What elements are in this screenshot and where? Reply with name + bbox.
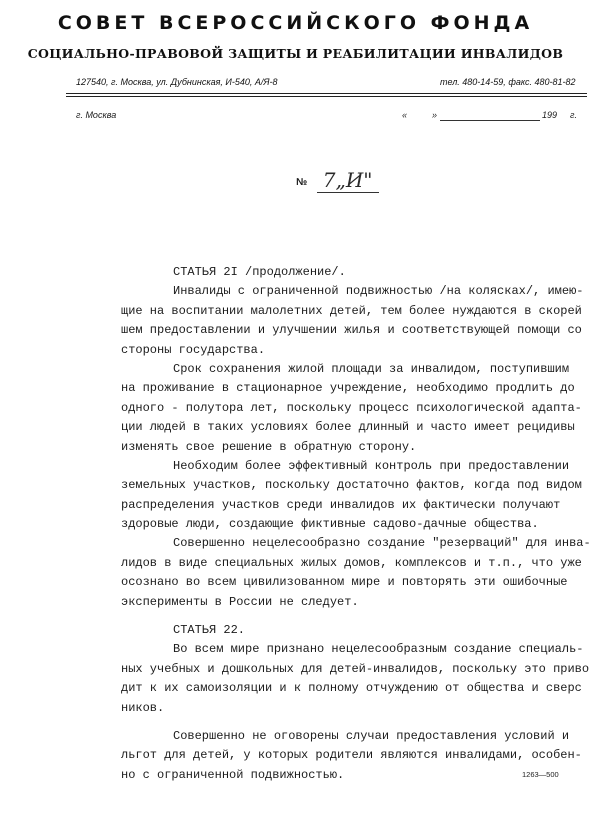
- letterhead-phones: тел. 480-14-59, факс. 480-81-82: [440, 77, 576, 87]
- body-text: [121, 263, 591, 785]
- letterhead-rule-double: [66, 96, 587, 97]
- text-line: ции людей в таких условиях более длинный и часто имеет рецидивы: [121, 420, 575, 435]
- text-line: земельных участков, поскольку достаточно фактов, когда под видом: [121, 478, 582, 493]
- date-year: 199: [542, 110, 558, 120]
- date-close-quote: »: [432, 110, 438, 120]
- date-line: [402, 110, 582, 124]
- heading-article-22: СТАТЬЯ 22.: [173, 623, 246, 638]
- text-line: дит к их самоизоляции и к полному отчуждению от общества и сверс: [121, 681, 582, 696]
- letterhead-subtitle: СОЦИАЛЬНО-ПРАВОВОЙ ЗАЩИТЫ И РЕАБИЛИТАЦИИ ИНВАЛИДОВ: [27, 46, 564, 61]
- text-line: Срок сохранения жилой площади за инвалидом, поступившим: [173, 361, 570, 376]
- letterhead-title: СОВЕТ ВСЕРОССИЙСКОГО ФОНДА: [57, 12, 534, 34]
- section-gap: [121, 612, 591, 621]
- text-line: распределения участков среди инвалидов их фактически получают: [121, 497, 561, 512]
- text-line: эксперименты в России не следует.: [121, 594, 359, 609]
- text-line: на проживание в стационарное учреждение, необходимо продлить до: [121, 381, 575, 396]
- text-line: шем предоставлении и улучшении жилья и соответствующей помощи со: [121, 323, 582, 338]
- text-line: ных учебных и дошкольных для детей-инвалидов, поскольку это приво: [121, 661, 590, 676]
- date-open-quote: «: [402, 110, 408, 120]
- text-line: Необходим более эффективный контроль при предоставлении: [173, 458, 570, 473]
- heading-article-21: СТАТЬЯ 2I /продолжение/.: [173, 265, 346, 279]
- print-run-code: 1263—500: [522, 770, 559, 779]
- text-line: льгот для детей, у которых родители являются инвалидами, особен-: [121, 748, 582, 763]
- letterhead-address: 127540, г. Москва, ул. Дубнинская, И-540, А/Я-8: [76, 77, 278, 87]
- text-line: но с ограниченной подвижностью.: [121, 767, 345, 782]
- text-line: осознано во всем цивилизованном мире и повторять эти ошибочные: [121, 575, 568, 590]
- letterhead-rule: [66, 93, 587, 94]
- number-sign: №: [296, 177, 308, 188]
- text-line: Совершенно нецелесообразно создание "резерваций" для инва-: [173, 536, 591, 551]
- date-year-suffix: г.: [570, 110, 577, 120]
- city-label: г. Москва: [76, 110, 117, 120]
- text-line: Совершенно не оговорены случаи предоставления условий и: [173, 728, 570, 743]
- text-line: щие на воспитании малолетних детей, тем более нуждаются в скорей: [121, 303, 582, 318]
- text-line: здоровые люди, создающие фиктивные садово-дачные общества.: [121, 517, 539, 532]
- text-line: стороны государства.: [121, 342, 266, 357]
- text-line: Во всем мире признано нецелесообразным создание специаль-: [173, 642, 584, 657]
- text-line: одного - полутора лет, поскольку процесс психологической адапта-: [121, 400, 582, 415]
- text-line: ников.: [121, 700, 165, 715]
- section-gap: [121, 718, 591, 727]
- handwritten-number: 7„И": [317, 168, 379, 193]
- text-line: изменять свое решение в обратную сторону.: [121, 439, 417, 454]
- date-blank-line: [440, 120, 540, 121]
- text-line: Инвалиды с ограниченной подвижностью /на колясках/, имею-: [173, 284, 584, 299]
- document-number: [296, 168, 379, 192]
- text-line: лидов в виде специальных жилых домов, комплексов и т.п., что уже: [121, 555, 582, 570]
